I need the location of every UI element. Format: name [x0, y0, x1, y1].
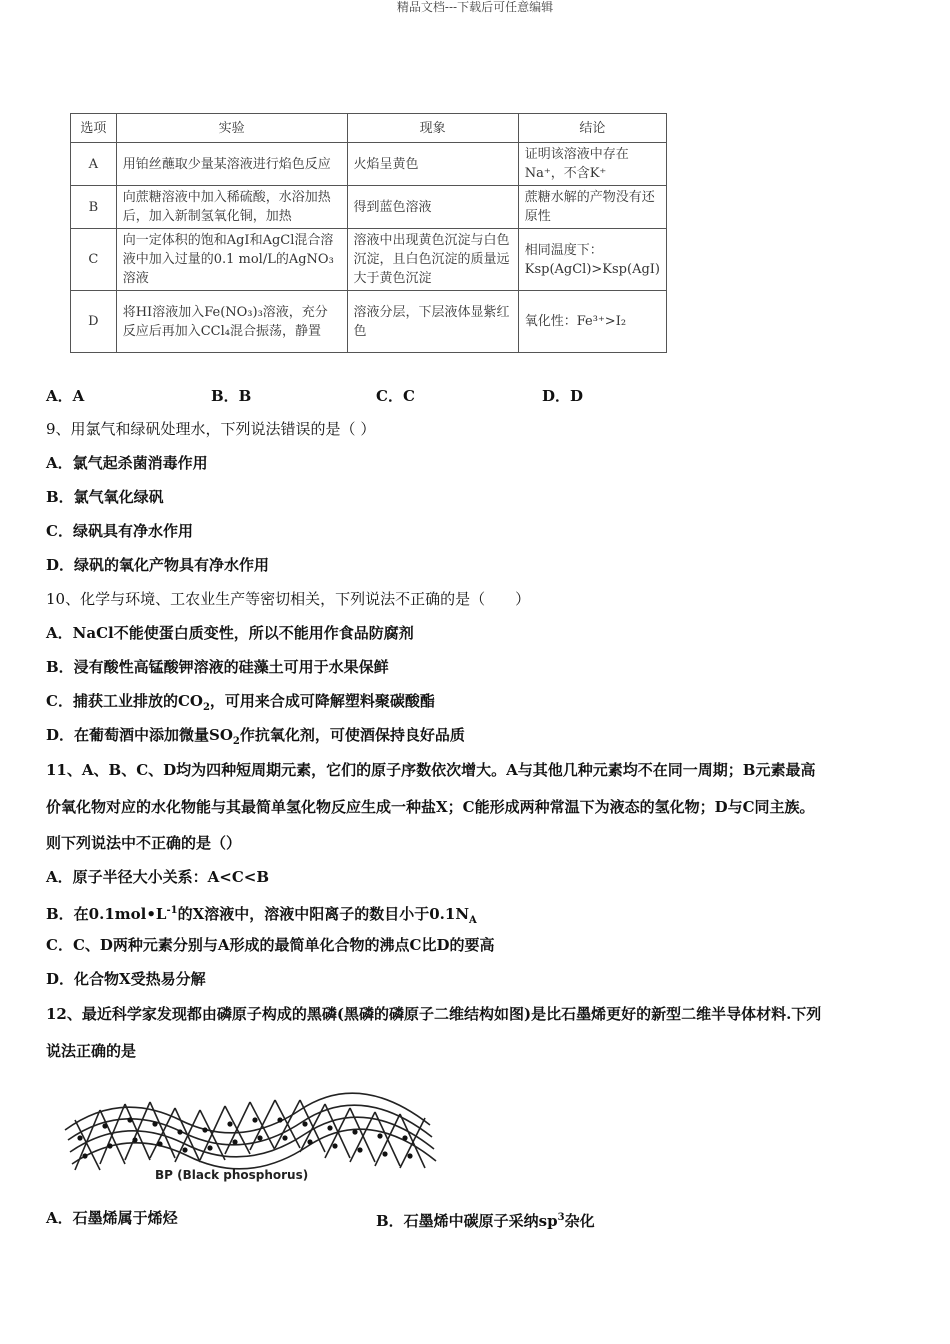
experiment-table — [70, 113, 667, 353]
q11-stem-line2: 价氧化物对应的水化物能与其最简单氢化物反应生成一种盐X；C能形成两种常温下为液态的氢化物；D与C同主族。 — [46, 798, 815, 816]
q10-d-text-end: 作抗氧化剂，可使酒保持良好品质 — [239, 726, 465, 744]
q9-option-d: D．绿矾的氧化产物具有净水作用 — [46, 556, 270, 574]
table-header-phenomenon: 现象 — [347, 114, 518, 143]
q9-option-b: B．氯气氧化绿矾 — [46, 488, 164, 506]
q8-option-a: A．A — [46, 387, 85, 405]
table-cell-experiment: 向一定体积的饱和AgI和AgCl混合溶液中加入过量的0.1 mol/L的AgNO₃溶液 — [116, 229, 347, 291]
table-cell-phenomenon: 得到蓝色溶液 — [347, 186, 518, 229]
q12-option-b — [376, 1208, 595, 1231]
q8-option-d: D．D — [542, 387, 584, 405]
q11-stem-line3: 则下列说法中不正确的是（） — [46, 834, 242, 852]
table-header-conclusion: 结论 — [518, 114, 666, 143]
table-cell-conclusion: 氧化性：Fe³⁺>I₂ — [518, 291, 666, 353]
q12-b-text: B．石墨烯中碳原子采纳sp — [376, 1212, 558, 1230]
q11-stem-line1: 11、A、B、C、D均为四种短周期元素，它们的原子序数依次增大。A与其他几种元素均不在同一周期；B元素最高 — [46, 761, 816, 779]
table-cell-conclusion: 证明该溶液中存在Na⁺，不含K⁺ — [518, 143, 666, 186]
table-row — [71, 186, 667, 229]
table-row — [71, 229, 667, 291]
q11-option-c: C．C、D两种元素分别与A形成的最简单化合物的沸点C比D的要高 — [46, 936, 495, 954]
table-cell-option: D — [71, 291, 117, 353]
table-header-option: 选项 — [71, 114, 117, 143]
q12-stem-line1: 12、最近科学家发现都由磷原子构成的黑磷(黑磷的磷原子二维结构如图)是比石墨烯更好的新型二维半导体材料.下列 — [46, 1005, 822, 1023]
table-cell-experiment: 将HI溶液加入Fe(NO₃)₃溶液，充分反应后再加入CCl₄混合振荡，静置 — [116, 291, 347, 353]
q11-option-a: A．原子半径大小关系：A<C<B — [46, 868, 270, 886]
q9-option-c: C．绿矾具有净水作用 — [46, 522, 193, 540]
q11-b-text-mid: 的X溶液中，溶液中阳离子的数目小于0.1N — [177, 905, 470, 923]
q12-b-text-end: 杂化 — [564, 1212, 595, 1230]
q10-option-b: B．浸有酸性高锰酸钾溶液的硅藻土可用于水果保鲜 — [46, 658, 389, 676]
table-cell-option: B — [71, 186, 117, 229]
phosphorus-lattice — [65, 1093, 436, 1170]
table-cell-experiment: 向蔗糖溶液中加入稀硫酸，水浴加热后，加入新制氢氧化铜，加热 — [116, 186, 347, 229]
table-row — [71, 291, 667, 353]
table-cell-experiment: 用铂丝蘸取少量某溶液进行焰色反应 — [116, 143, 347, 186]
q11-option-d: D．化合物X受热易分解 — [46, 970, 206, 988]
q8-option-c: C．C — [376, 387, 415, 405]
table-cell-phenomenon: 溶液分层，下层液体显紫红色 — [347, 291, 518, 353]
q10-d-sub: 2 — [232, 736, 240, 747]
q11-b-sup: -1 — [166, 905, 178, 916]
q12-b-sup: 3 — [557, 1212, 565, 1223]
table-header-experiment: 实验 — [116, 114, 347, 143]
table-cell-conclusion: 蔗糖水解的产物没有还原性 — [518, 186, 666, 229]
table-cell-option: C — [71, 229, 117, 291]
q10-option-c — [46, 691, 435, 718]
q8-option-b: B．B — [211, 387, 252, 405]
q12-stem-line2: 说法正确的是 — [46, 1042, 137, 1060]
table-cell-conclusion: 相同温度下：Ksp(AgCl)>Ksp(AgI) — [518, 229, 666, 291]
q11-option-b — [46, 901, 477, 931]
table-row — [71, 143, 667, 186]
q10-stem: 10、化学与环境、工农业生产等密切相关，下列说法不正确的是（ ） — [46, 590, 531, 608]
page-header: 精品文档---下载后可任意编辑 — [396, 0, 554, 14]
q12-option-a: A．石墨烯属于烯烃 — [46, 1209, 178, 1227]
q10-option-d — [46, 725, 465, 752]
q10-option-a: A．NaCl不能使蛋白质变性，所以不能用作食品防腐剂 — [46, 624, 414, 642]
q10-c-text: C．捕获工业排放的CO — [46, 692, 203, 710]
table-cell-phenomenon: 溶液中出现黄色沉淀与白色沉淀，且白色沉淀的质量远大于黄色沉淀 — [347, 229, 518, 291]
q11-b-text: B．在0.1mol•L — [46, 905, 167, 923]
table-cell-phenomenon: 火焰呈黄色 — [347, 143, 518, 186]
q10-d-text: D．在葡萄酒中添加微量SO — [46, 726, 233, 744]
q9-option-a: A．氯气起杀菌消毒作用 — [46, 454, 208, 472]
q10-c-sub: 2 — [202, 702, 210, 713]
q9-stem: 9、用氯气和绿矾处理水，下列说法错误的是（ ） — [46, 420, 376, 438]
q11-b-sub: A — [469, 915, 477, 926]
table-cell-option: A — [71, 143, 117, 186]
figure-caption: BP (Black phosphorus) — [155, 1168, 309, 1182]
q10-c-text-end: ，可用来合成可降解塑料聚碳酸酯 — [209, 692, 435, 710]
q8-options — [46, 385, 946, 405]
